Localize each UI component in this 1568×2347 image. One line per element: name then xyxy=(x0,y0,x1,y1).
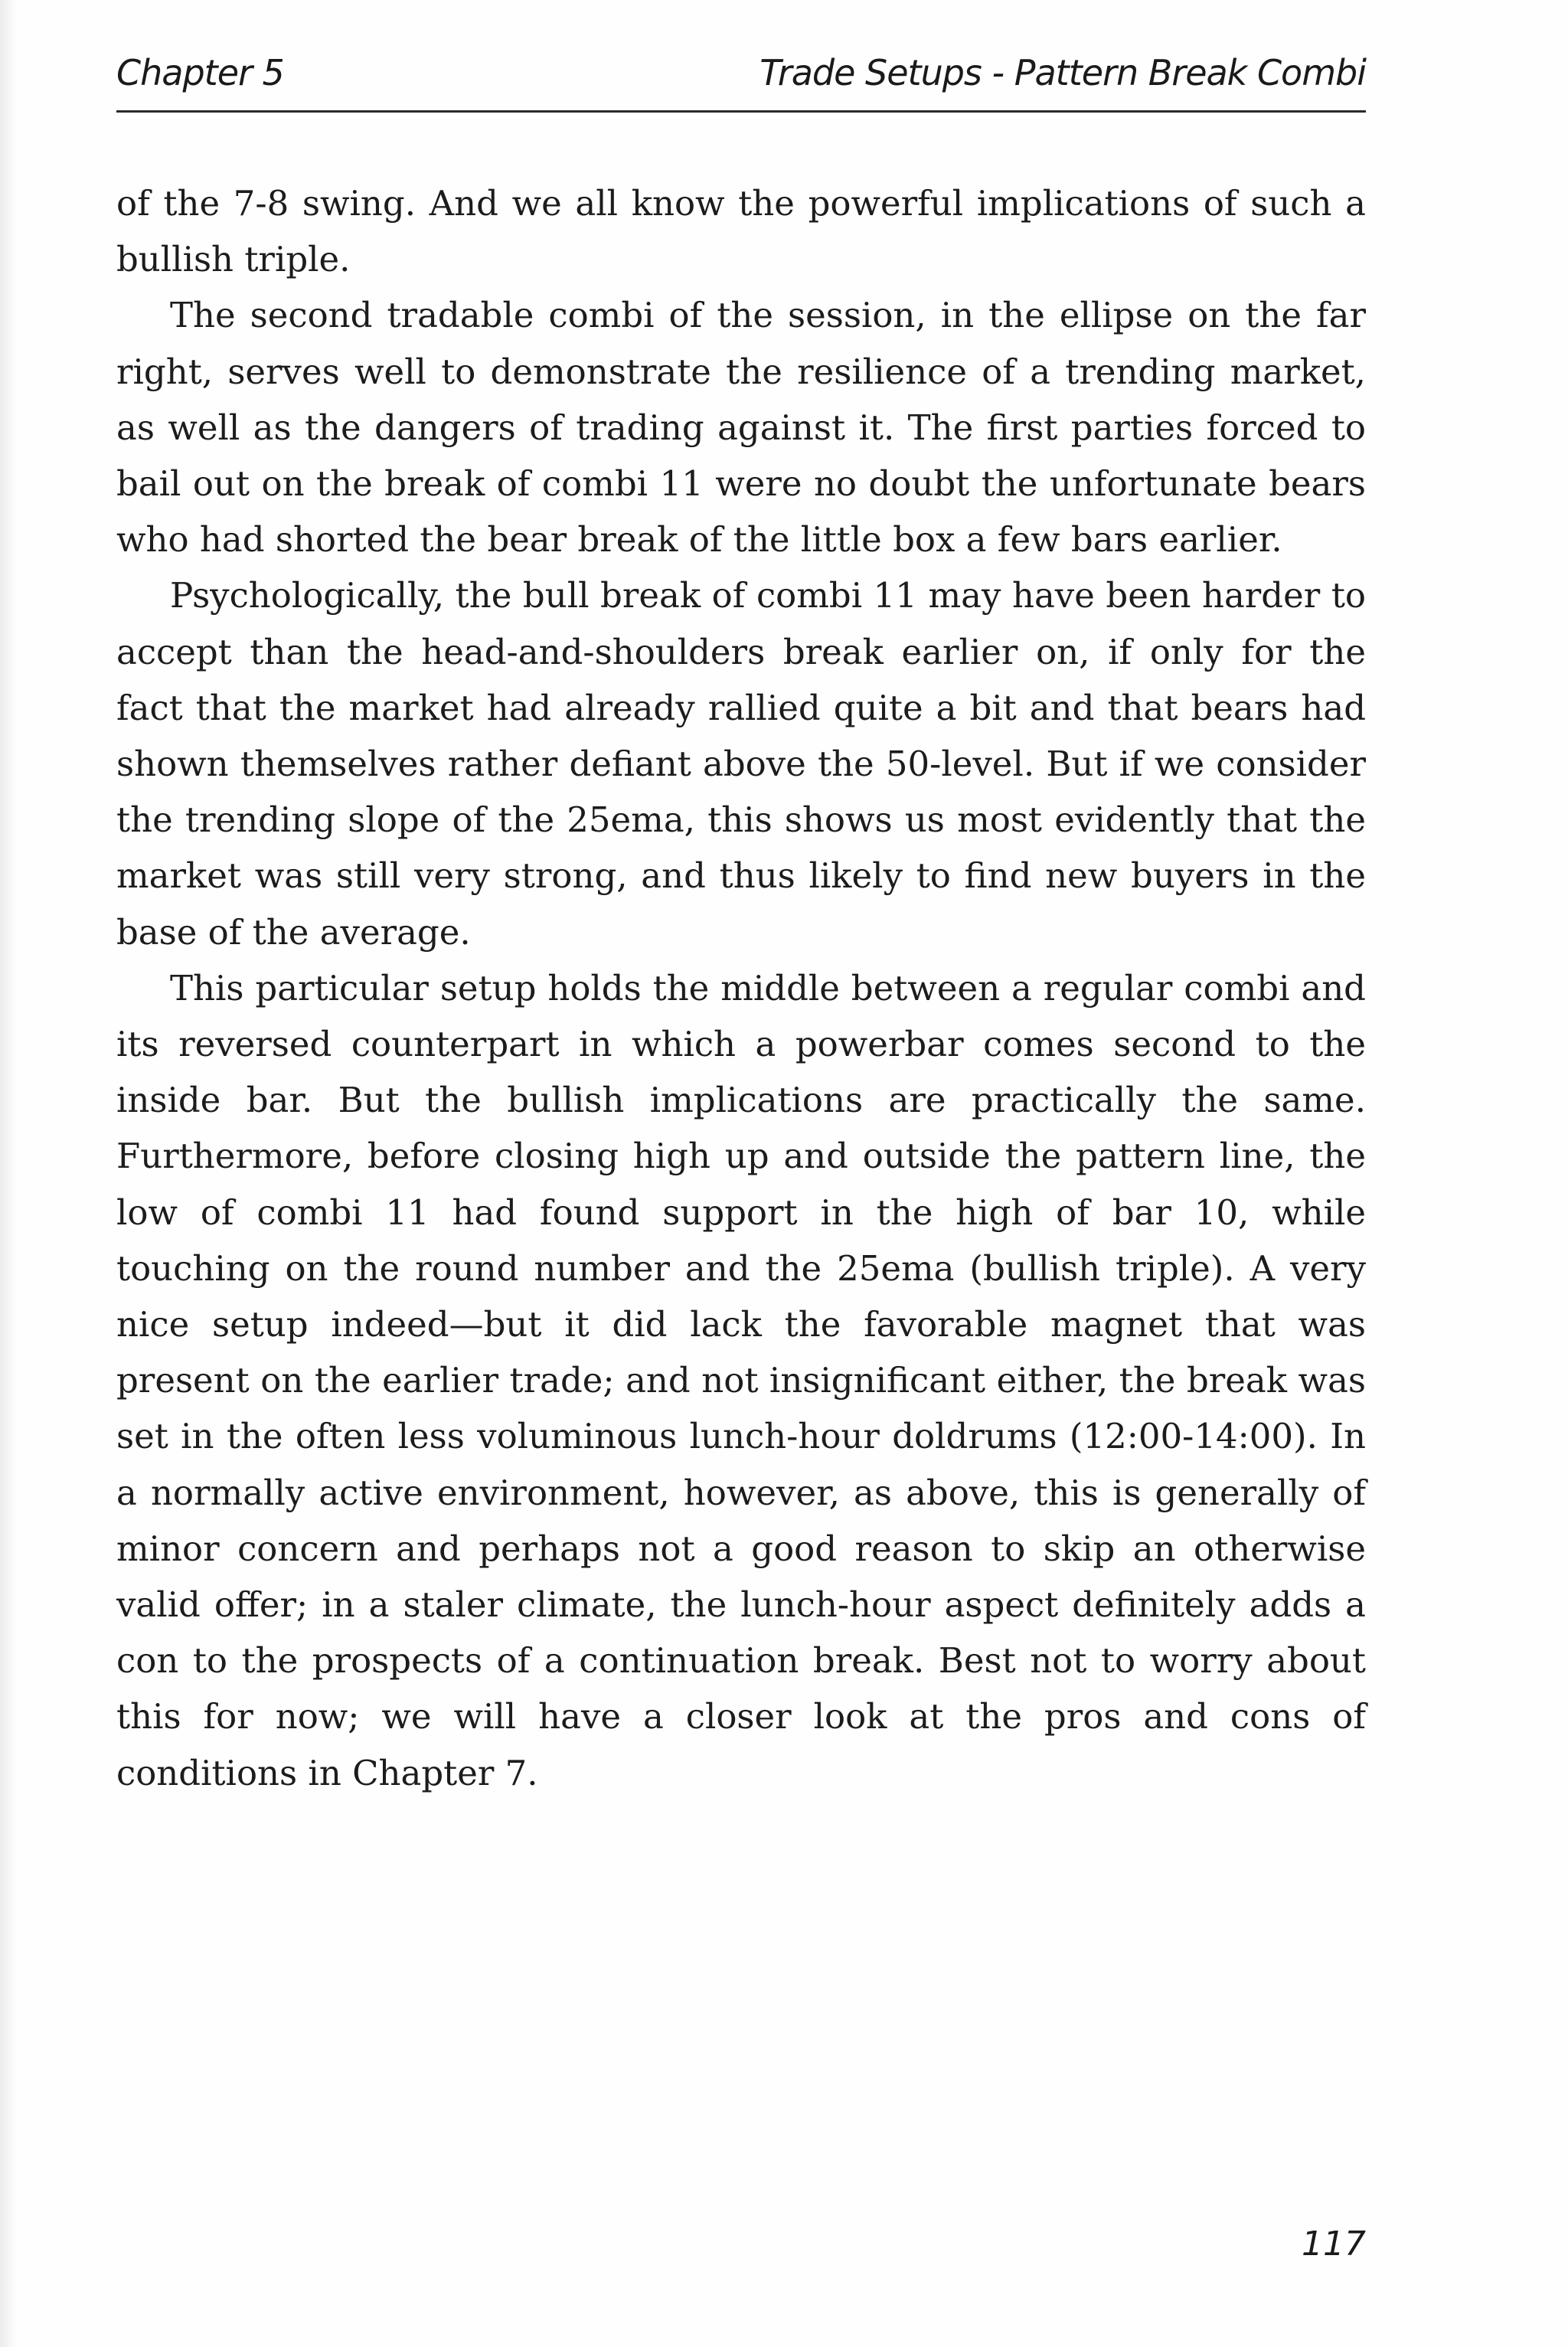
page-gutter-shadow xyxy=(0,0,17,2347)
running-header xyxy=(116,44,1366,113)
section-title: Trade Setups - Pattern Break Combi xyxy=(760,52,1366,93)
paragraph: Psychologically, the bull break of combi 11 may have been harder to accept than the head-and-shoulders break earlier on, if only for the fact that the market had already rallied quite a bit and that bears had shown themselves rather defiant above the 50-level. But if we consider the trending slope of the 25ema, this shows us most evidently that the market was still very strong, and thus likely to find new buyers in the base of the average. xyxy=(116,575,1366,953)
paragraph: This particular setup holds the middle between a regular combi and its reversed counterpart in which a powerbar comes second to the inside bar. But the bullish implications are practically the same. Furthermore, before closing high up and outside the pattern line, the low of combi 11 had found support in the high of bar 10, while touching on the round number and the 25ema (bullish triple). A very nice setup indeed—but it did lack the favorable magnet that was present on the earlier trade; and not insignificant either, the break was set in the often less voluminous lunch-hour doldrums (12:00-14:00). In a normally active environment, however, as above, this is generally of minor concern and perhaps not a good reason to skip an otherwise valid offer; in a staler climate, the lunch-hour aspect definitely adds a con to the prospects of a continuation break. Best not to worry about this for now; we will have a closer look at the pros and cons of conditions in Chapter 7. xyxy=(116,967,1366,1793)
chapter-label: Chapter 5 xyxy=(116,52,284,93)
paragraph-continuation: of the 7-8 swing. And we all know the powerful implications of such a bullish triple. xyxy=(116,183,1366,280)
body-text xyxy=(116,175,1366,1801)
page-number: 117 xyxy=(1302,2224,1366,2264)
paragraph: The second tradable combi of the session, in the ellipse on the far right, serves well to demonstrate the resilience of a trending market, as well as the dangers of trading against it. The first parties forced to bail out on the break of combi 11 were no doubt the unfortunate bears who had shorted the bear break of the little box a few bars earlier. xyxy=(116,295,1366,561)
